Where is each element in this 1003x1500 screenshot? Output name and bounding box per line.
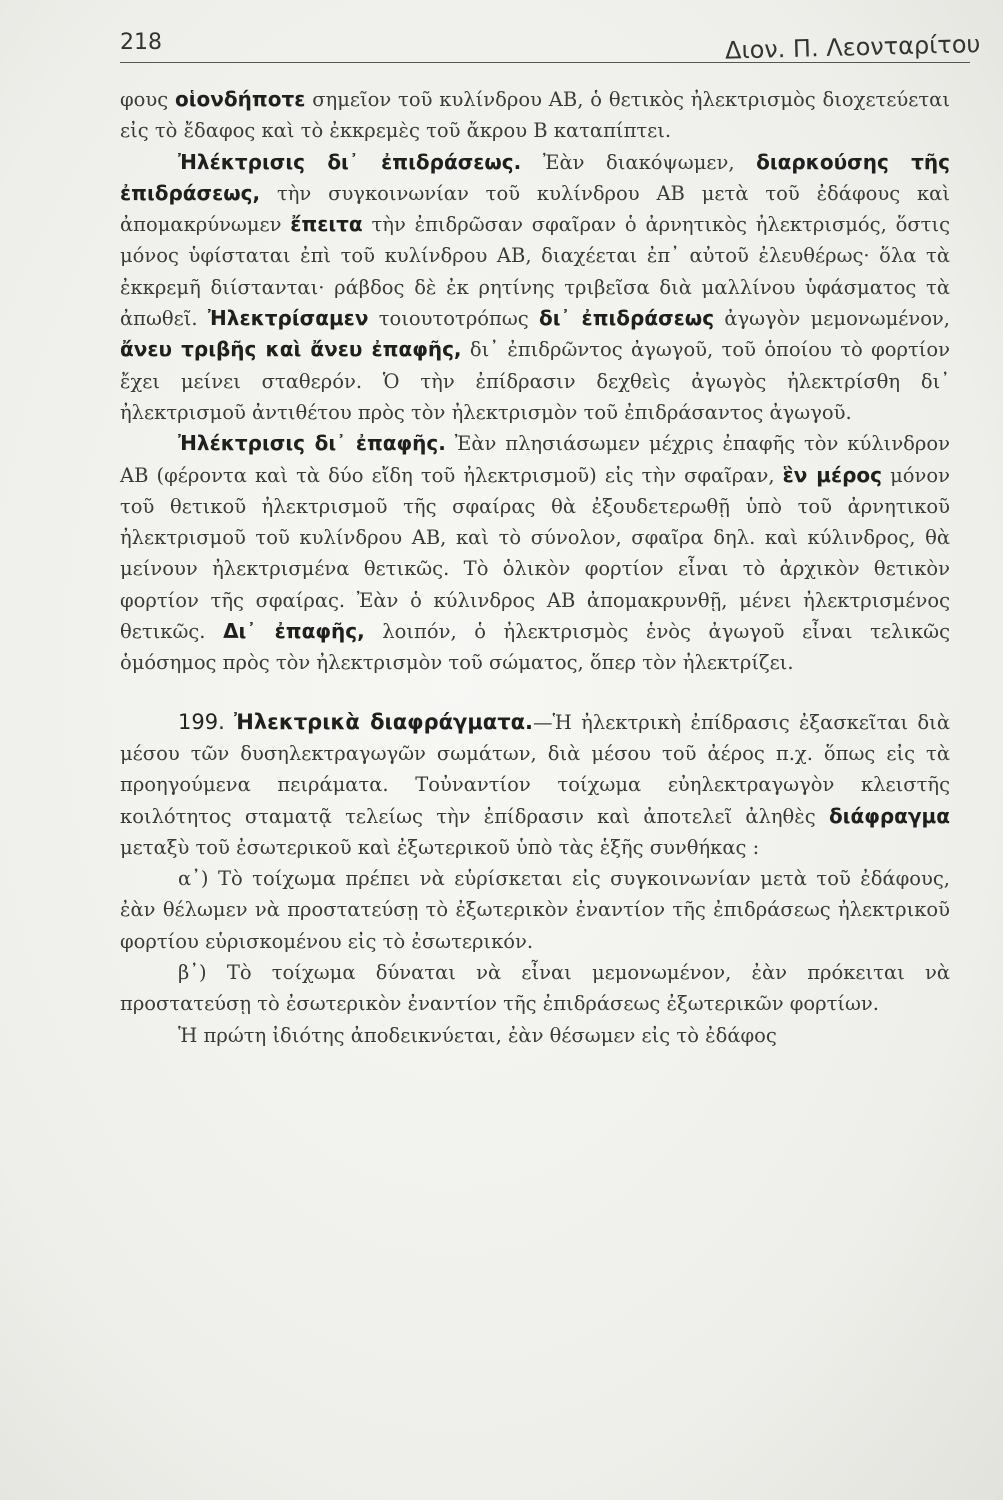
emphasis: Δι᾽ ἐπαφῆς,	[223, 619, 365, 644]
emphasis: Ἠλεκτρίσαμεν	[207, 306, 369, 331]
text-run: σημεῖον τοῦ κυλίνδρου ΑΒ, ὁ θετικὸς ἠλεκτρισμὸς διοχετεύεται εἰς τὸ ἔδαφος καὶ τὸ ἐκκρεμὲς τοῦ ἄκρου Β καταπίπτει.	[120, 88, 950, 143]
condition-a: α᾽) Τὸ τοίχωμα πρέπει νὰ εὑρίσκεται εἰς συγκοινωνίαν μετὰ τοῦ ἐδάφους, ἐὰν θέλωμεν νὰ προστατεύσῃ τὸ ἐξωτερικὸν ἐναντίον τῆς ἐπιδράσεως ἠλεκτρικοῦ φορτίου εὑρισκομένου εἰς τὸ ἐσωτερικόν.	[120, 867, 950, 953]
emphasis: δι᾽ ἐπιδράσεως	[538, 306, 715, 331]
section-number: 199.	[178, 709, 225, 734]
header-rule	[120, 62, 970, 63]
text-run: ἀγωγὸν μεμονωμένον,	[714, 307, 950, 331]
text-run: φους	[120, 88, 176, 111]
paragraph-continuation	[120, 84, 950, 147]
paragraph-contact	[120, 428, 950, 678]
emphasis: διαρκούσης τῆς ἐπιδράσεως,	[120, 149, 950, 205]
emphasis: ἓν μέρος	[782, 462, 883, 487]
running-title: Διον. Π. Λεονταρίτου	[724, 30, 981, 65]
text-run: μεταξὺ τοῦ ἐσωτερικοῦ καὶ ἐξωτερικοῦ ὑπὸ τὰς ἑξῆς συνθήκας :	[120, 835, 760, 859]
text-run: —Ἡ ἠλεκτρικὴ ἐπίδρασις ἐξασκεῖται διὰ μέσου τῶν δυσηλεκτραγωγῶν σωμάτων, διὰ μέσου τοῦ ἀέρος π.χ. ὅπως εἰς τὰ προηγούμενα πειράματα. Τοὐναντίον τοίχωμα εὐηλεκτραγωγὸν κλειστῆς κοιλότητος σταματᾷ τελείως τὴν ἐπίδρασιν καὶ ἀποτελεῖ ἀληθὲς	[120, 710, 950, 828]
condition-b: β᾽) Τὸ τοίχωμα δύναται νὰ εἶναι μεμονωμένον, ἐὰν πρόκειται νὰ προστατεύσῃ τὸ ἐσωτερικὸν ἐναντίον τῆς ἐπιδράσεως ἐξωτερικῶν φορτίων.	[120, 961, 950, 1016]
emphasis: οἱονδήποτε	[175, 87, 306, 111]
paragraph-induction	[120, 147, 950, 429]
emphasis: διάφραγμα	[828, 803, 950, 828]
body-text	[120, 84, 950, 1051]
paragraph-heading: Ἠλέκτρισις δι᾽ ἐπαφῆς.	[178, 431, 446, 456]
text-run: τὴν συγκοινωνίαν τοῦ κυλίνδρου ΑΒ μετὰ τοῦ ἐδάφους καὶ ἀπομακρύνωμεν	[120, 181, 950, 237]
text-run: μόνον τοῦ θετικοῦ ἠλεκτρισμοῦ τῆς σφαίρας θὰ ἐξουδετερωθῇ ὑπὸ τοῦ ἀρνητικοῦ ἠλεκτρισμοῦ τοῦ κυλίνδρου ΑΒ, καὶ τὸ σύνολον, σφαῖρα δηλ. καὶ κύλινδρος, θὰ μείνουν ἠλεκτρισμένα θετικῶς. Τὸ ὁλικὸν φορτίον εἶναι τὸ ἀρχικὸν θετικὸν φορτίον τῆς σφαίρας. Ἐὰν ὁ κύλινδρος ΑΒ ἀπομακρυνθῇ, μένει ἠλεκτρισμένος θετικῶς.	[120, 463, 950, 644]
section-199	[120, 707, 950, 863]
section-title: Ἠλεκτρικὰ διαφράγματα.	[234, 709, 534, 734]
text-run: τοιουτοτρόπως	[368, 307, 539, 331]
text-run: δι᾽ ἐπιδρῶντος ἀγωγοῦ, τοῦ ὁποίου τὸ φορτίον ἔχει μείνει σταθερόν. Ὁ τὴν ἐπίδρασιν δεχθεὶς ἀγωγὸς ἠλεκτρίσθη δι᾽ ἠλεκτρισμοῦ ἀντιθέτου πρὸς τὸν ἠλεκτρισμὸν τοῦ ἐπιδράσαντος ἀγωγοῦ.	[120, 338, 950, 424]
paragraph-first-property: Ἡ πρώτη ἰδιότης ἀποδεικνύεται, ἐὰν θέσωμεν εἰς τὸ ἐδάφος	[178, 1023, 777, 1047]
text-run: Ἐὰν διακόψωμεν,	[521, 150, 757, 174]
page-number: 218	[120, 30, 162, 55]
emphasis: ἔπειτα	[290, 212, 363, 237]
running-head	[120, 18, 981, 65]
text-run: τὴν ἐπιδρῶσαν σφαῖραν ὁ ἀρνητικὸς ἠλεκτρισμός, ὅστις μόνος ὑφίσταται ἐπὶ τοῦ κυλίνδρου ΑΒ, διαχέεται ἐπ᾽ αὐτοῦ ἐλευθέρως· ὅλα τὰ ἐκκρεμῆ διίστανται· ράβδος δὲ ἐκ ρητίνης τριβεῖσα διὰ μαλλίνου ὑφάσματος τὰ ἀπωθεῖ.	[120, 213, 951, 331]
emphasis: ἄνευ τριβῆς καὶ ἄνευ ἐπαφῆς,	[120, 337, 462, 362]
text-run: Ἐὰν πλησιάσωμεν μέχρις ἐπαφῆς τὸν κύλινδρον ΑΒ (φέροντα καὶ τὰ δύο εἴδη τοῦ ἠλεκτρισμοῦ) εἰς τὴν σφαῖραν,	[120, 432, 950, 487]
text-run: λοιπόν, ὁ ἠλεκτρισμὸς ἑνὸς ἀγωγοῦ εἶναι τελικῶς ὁμόσημος πρὸς τὸν ἠλεκτρισμὸν τοῦ σώματος, ὅπερ τὸν ἠλεκτρίζει.	[120, 620, 950, 675]
paragraph-heading: Ἠλέκτρισις δι᾽ ἐπιδράσεως.	[178, 149, 522, 174]
